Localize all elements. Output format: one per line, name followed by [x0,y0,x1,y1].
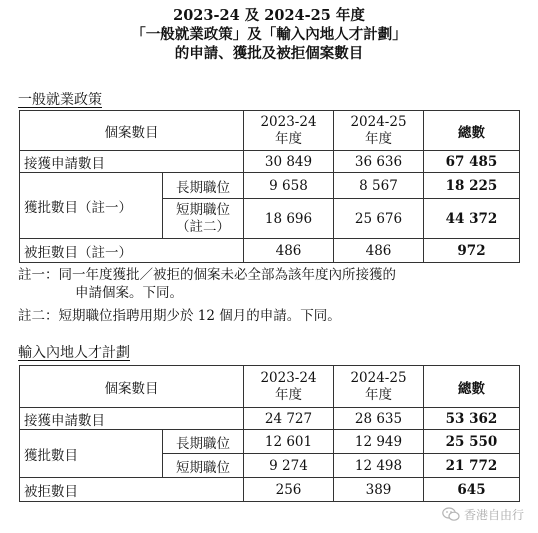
row-label-approved: 獲批數目（註一） [20,173,163,239]
year-header-2023-24: 2023-24 年度 [244,111,334,151]
header-row [20,111,520,151]
row-label-received: 接獲申請數目 [20,151,244,173]
watermark-text: 香港自由行 [463,508,524,522]
cell-total: 67 485 [424,151,520,173]
cell-value: 30 849 [244,151,334,173]
row-label-rejected: 被拒數目 [20,478,244,502]
cell-value: 256 [244,478,334,502]
cell-value: 36 636 [334,151,424,173]
title-line-2: 「一般就業政策」及「輸入內地人才計劃」 [131,26,407,43]
row-label-long-term: 長期職位 [163,430,244,454]
footnote-2: 註二：短期職位指聘用期少於 12 個月的申請。下同。 [18,308,341,324]
cell-total: 18 225 [424,173,520,199]
section-title-mainland-talents: 輸入內地人才計劃 [18,345,130,361]
total-header: 總數 [424,111,520,151]
cell-total: 972 [424,239,520,263]
cell-value: 9 274 [244,454,334,478]
wechat-icon [442,507,460,522]
row-label-short-term: 短期職位 （註二） [163,199,244,239]
cell-total: 44 372 [424,199,520,239]
cell-value: 8 567 [334,173,424,199]
table-row [20,173,520,199]
case-count-header: 個案數目 [20,111,244,151]
cell-value: 25 676 [334,199,424,239]
cell-value: 486 [244,239,334,263]
cell-total: 645 [424,478,520,502]
cell-total: 21 772 [424,454,520,478]
year-header-2024-25: 2024-25 年度 [334,366,424,408]
cell-value: 12 498 [334,454,424,478]
table-row [20,239,520,263]
cell-value: 18 696 [244,199,334,239]
row-label-short-term: 短期職位 [163,454,244,478]
year-header-2024-25: 2024-25 年度 [334,111,424,151]
case-count-header: 個案數目 [20,366,244,408]
year-header-2023-24: 2023-24 年度 [244,366,334,408]
cell-value: 28 635 [334,408,424,430]
row-label-long-term: 長期職位 [163,173,244,199]
table-row [20,430,520,454]
table-row [20,151,520,173]
total-header: 總數 [424,366,520,408]
cell-value: 9 658 [244,173,334,199]
title-line-3: 的申請、獲批及被拒個案數目 [174,45,364,62]
cell-value: 12 601 [244,430,334,454]
row-label-approved: 獲批數目 [20,430,163,478]
row-label-rejected: 被拒數目（註一） [20,239,244,263]
mainland-talents-table [19,365,520,502]
cell-value: 12 949 [334,430,424,454]
section-title-general-employment: 一般就業政策 [18,92,102,108]
footnote-1: 註一：同一年度獲批／被拒的個案未必全部為該年度內所接獲的 申請個案。下同。 [18,267,396,301]
row-label-received: 接獲申請數目 [20,408,244,430]
cell-value: 486 [334,239,424,263]
watermark [442,506,524,523]
general-employment-table [19,110,520,263]
cell-total: 25 550 [424,430,520,454]
table-row [20,478,520,502]
header-row [20,366,520,408]
cell-value: 24 727 [244,408,334,430]
cell-total: 53 362 [424,408,520,430]
title-line-1: 2023-24 及 2024-25 年度 [173,7,365,24]
cell-value: 389 [334,478,424,502]
table-row [20,408,520,430]
